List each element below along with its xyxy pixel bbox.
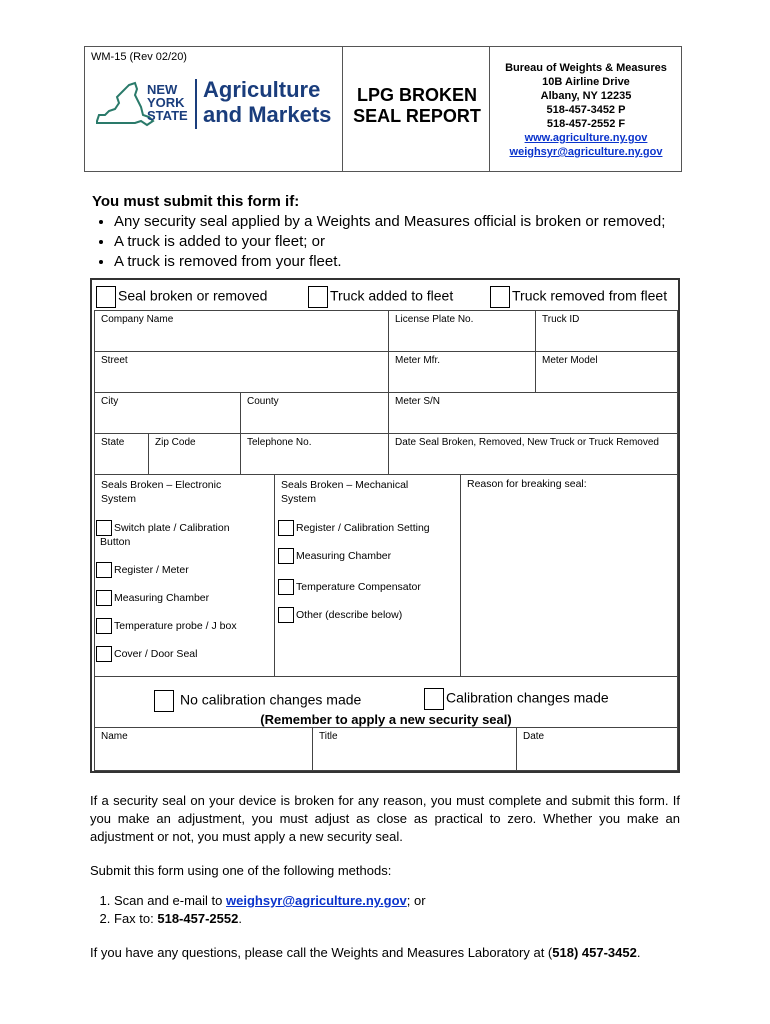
intro-bullet-list xyxy=(92,212,665,272)
register-meter-label: Register / Meter xyxy=(114,563,189,576)
truck-removed-option[interactable] xyxy=(490,286,667,308)
register-meter-checkbox[interactable] xyxy=(96,562,112,578)
date-seal-label: Date Seal Broken, Removed, New Truck or Truck Removed xyxy=(395,437,659,448)
intro-bullet: • Any security seal applied by a Weights and Measures official is broken or removed; xyxy=(114,212,665,232)
electronic-measuring-chamber-checkbox[interactable] xyxy=(96,590,112,606)
register-calibration-checkbox[interactable] xyxy=(278,520,294,536)
mechanical-option-measuring-chamber[interactable] xyxy=(278,548,391,564)
fax-number: 518-457-2552 xyxy=(157,911,239,926)
meter-sn-field[interactable] xyxy=(388,392,678,434)
zip-field[interactable] xyxy=(148,433,241,475)
title-label: Title xyxy=(319,731,338,742)
city-label: City xyxy=(101,396,119,407)
electronic-heading-line2: System xyxy=(101,493,137,505)
title-line2: SEAL REPORT xyxy=(353,106,481,126)
ny-state-outline-icon xyxy=(95,81,155,129)
no-calibration-label: No calibration changes made xyxy=(180,691,362,708)
agency-logo xyxy=(97,77,332,139)
method-email xyxy=(114,892,680,910)
electronic-option-switch-plate[interactable] xyxy=(96,520,230,536)
bureau-address1: 10B Airline Drive xyxy=(542,76,630,88)
license-plate-label: License Plate No. xyxy=(395,314,474,325)
method-fax-prefix: Fax to: xyxy=(114,911,158,926)
method-email-suffix: ; or xyxy=(406,893,426,908)
electronic-option-cover-door[interactable] xyxy=(96,646,197,662)
header-divider-1 xyxy=(342,47,343,171)
bureau-name: Bureau of Weights & Measures xyxy=(505,62,667,74)
seal-broken-option[interactable] xyxy=(96,286,267,308)
truck-removed-checkbox[interactable] xyxy=(490,286,510,308)
mechanical-seals-section xyxy=(274,474,461,677)
temperature-compensator-label: Temperature Compensator xyxy=(296,580,421,593)
title-field[interactable] xyxy=(312,727,517,771)
street-field[interactable] xyxy=(94,351,389,393)
no-calibration-checkbox[interactable] xyxy=(154,690,174,712)
report-form xyxy=(90,278,680,773)
new-seal-reminder: (Remember to apply a new security seal) xyxy=(260,712,512,727)
form-code: WM-15 (Rev 02/20) xyxy=(91,51,187,63)
meter-mfr-field[interactable] xyxy=(388,351,536,393)
date-label: Date xyxy=(523,731,545,742)
method-email-prefix: Scan and e-mail to xyxy=(114,893,227,908)
bureau-fax: 518-457-2552 F xyxy=(546,118,626,130)
zip-label: Zip Code xyxy=(155,437,196,448)
electronic-option-measuring-chamber[interactable] xyxy=(96,590,209,606)
header-divider-2 xyxy=(489,47,490,171)
electronic-measuring-chamber-label: Measuring Chamber xyxy=(114,591,210,604)
calibration-changes-label: Calibration changes made xyxy=(446,689,609,706)
mechanical-measuring-chamber-label: Measuring Chamber xyxy=(296,549,392,562)
name-field[interactable] xyxy=(94,727,313,771)
truck-id-label: Truck ID xyxy=(542,314,580,325)
street-label: Street xyxy=(101,355,128,366)
meter-model-field[interactable] xyxy=(535,351,678,393)
electronic-heading-line1: Seals Broken – Electronic xyxy=(101,479,222,491)
cover-door-label: Cover / Door Seal xyxy=(114,647,198,660)
name-label: Name xyxy=(101,731,128,742)
lab-phone: 518) 457-3452 xyxy=(552,945,637,960)
intro-bullet: • A truck is added to your fleet; or xyxy=(114,232,665,252)
switch-plate-label-cont: Button xyxy=(100,536,131,548)
truck-added-label: Truck added to fleet xyxy=(330,287,454,304)
switch-plate-label: Switch plate / Calibration xyxy=(114,521,230,534)
calibration-changes-option[interactable] xyxy=(424,688,609,710)
license-plate-field[interactable] xyxy=(388,310,536,352)
cover-door-checkbox[interactable] xyxy=(96,646,112,662)
methods-intro: Submit this form using one of the following methods: xyxy=(90,863,392,878)
county-field[interactable] xyxy=(240,392,389,434)
intro-section xyxy=(92,192,665,272)
mechanical-option-register-calibration[interactable] xyxy=(278,520,430,536)
title-line1: LPG BROKEN xyxy=(356,85,477,105)
logo-agency-line2: and Markets xyxy=(203,102,332,127)
electronic-option-temperature-probe[interactable] xyxy=(96,618,237,634)
county-label: County xyxy=(247,396,279,407)
bureau-phone: 518-457-3452 P xyxy=(546,104,626,116)
mechanical-heading-line1: Seals Broken – Mechanical xyxy=(281,479,409,491)
reason-field[interactable] xyxy=(460,474,678,677)
meter-mfr-label: Meter Mfr. xyxy=(395,355,441,366)
truck-added-checkbox[interactable] xyxy=(308,286,328,308)
date-seal-field[interactable] xyxy=(388,433,678,475)
questions-line xyxy=(90,944,680,962)
logo-agency-line1: Agriculture xyxy=(203,77,321,102)
page-title xyxy=(347,85,487,127)
telephone-label: Telephone No. xyxy=(247,437,312,448)
telephone-field[interactable] xyxy=(240,433,389,475)
switch-plate-checkbox[interactable] xyxy=(96,520,112,536)
date-field[interactable] xyxy=(516,727,678,771)
intro-heading: You must submit this form if: xyxy=(92,193,300,210)
questions-prefix: If you have any questions, please call the Weights and Measures Laboratory at ( xyxy=(90,945,553,960)
mechanical-measuring-chamber-checkbox[interactable] xyxy=(278,548,294,564)
bureau-email-link[interactable]: weighsyr@agriculture.ny.gov xyxy=(509,146,663,158)
bureau-website-link[interactable]: www.agriculture.ny.gov xyxy=(524,132,648,144)
truck-added-option[interactable] xyxy=(308,286,453,308)
other-label: Other (describe below) xyxy=(296,608,403,621)
company-name-field[interactable] xyxy=(94,310,389,352)
temperature-probe-checkbox[interactable] xyxy=(96,618,112,634)
state-label: State xyxy=(101,437,125,448)
electronic-option-register-meter[interactable] xyxy=(96,562,189,578)
header-box xyxy=(84,46,682,172)
instructions-paragraph: If a security seal on your device is broken for any reason, you must complete and submit this form. If you make an adjustment, you must adjust as close as practical to zero. Whether you make an adjustment or not, you must apply a new security seal. xyxy=(90,793,680,844)
truck-removed-label: Truck removed from fleet xyxy=(512,287,668,304)
logo-agency-name xyxy=(203,77,331,127)
intro-bullet: • A truck is removed from your fleet. xyxy=(114,252,665,272)
mechanical-option-other[interactable] xyxy=(278,607,402,623)
register-calibration-label: Register / Calibration Setting xyxy=(296,521,430,534)
logo-state-text xyxy=(147,83,188,122)
logo-state-line2: YORK xyxy=(147,95,185,110)
reason-label: Reason for breaking seal: xyxy=(467,478,587,490)
bureau-contact xyxy=(491,61,681,159)
logo-state-line1: NEW xyxy=(147,82,178,97)
methods-list xyxy=(90,892,680,928)
bureau-address2: Albany, NY 12235 xyxy=(540,90,632,102)
temperature-compensator-checkbox[interactable] xyxy=(278,579,294,595)
seal-broken-label: Seal broken or removed xyxy=(118,287,268,304)
logo-divider xyxy=(195,79,197,129)
calibration-changes-checkbox[interactable] xyxy=(424,688,444,710)
mechanical-heading-line2: System xyxy=(281,493,317,505)
questions-suffix: . xyxy=(636,945,641,960)
city-field[interactable] xyxy=(94,392,241,434)
meter-model-label: Meter Model xyxy=(542,355,598,366)
company-name-label: Company Name xyxy=(101,314,174,325)
no-calibration-option[interactable] xyxy=(154,690,361,712)
method-fax-suffix: . xyxy=(238,911,242,926)
logo-state-line3: STATE xyxy=(147,108,188,123)
mechanical-option-temperature-compensator[interactable] xyxy=(278,579,421,595)
submit-email-link[interactable]: weighsyr@agriculture.ny.gov xyxy=(226,893,407,908)
other-checkbox[interactable] xyxy=(278,607,294,623)
state-field[interactable] xyxy=(94,433,149,475)
seal-broken-checkbox[interactable] xyxy=(96,286,116,308)
temperature-probe-label: Temperature probe / J box xyxy=(114,619,237,632)
method-fax xyxy=(114,910,680,928)
meter-sn-label: Meter S/N xyxy=(395,396,441,407)
truck-id-field[interactable] xyxy=(535,310,678,352)
